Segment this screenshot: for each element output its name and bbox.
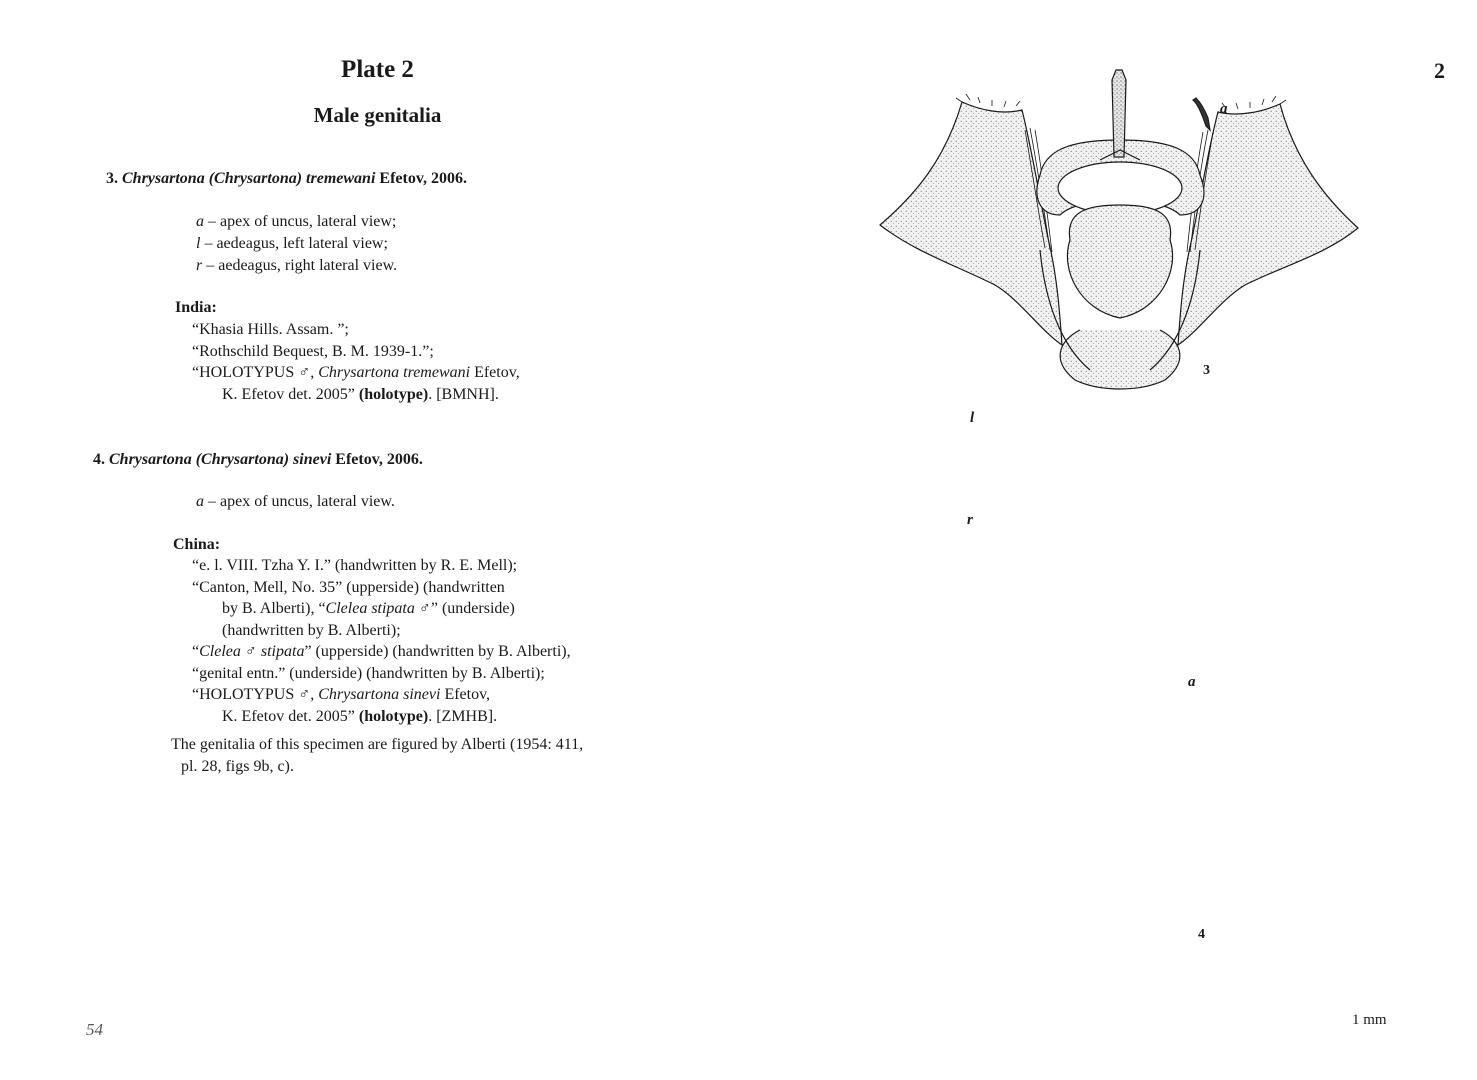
- label-line: “Clelea ♂ stipata” (upperside) (handwritten by B. Alberti),: [192, 643, 571, 660]
- note-line: pl. 28, figs 9b, c).: [181, 757, 294, 775]
- legend-item: a – apex of uncus, lateral view;: [196, 213, 397, 230]
- fig3-uncus: [1112, 70, 1126, 157]
- right-page: [740, 0, 1477, 1080]
- label-line: by B. Alberti), “Clelea stipata ♂” (underside): [222, 600, 515, 617]
- label-line: “HOLOTYPUS ♂, Chrysartona sinevi Efetov,: [192, 686, 491, 703]
- species-3-author: Efetov, 2006.: [379, 170, 467, 187]
- species-3-labels: [192, 319, 520, 405]
- species-4-author: Efetov, 2006.: [335, 451, 423, 468]
- fig3-apex-label: a: [1220, 101, 1228, 117]
- plate-number: 2: [1434, 58, 1445, 83]
- label-line: (handwritten by B. Alberti);: [222, 621, 401, 639]
- figure-3-genitalia: [880, 70, 1358, 389]
- fig3-number: 3: [1203, 363, 1210, 378]
- fig3-left-valva: [880, 102, 1062, 345]
- label-line: “Rothschild Bequest, B. M. 1939-1.”;: [192, 342, 434, 360]
- legend-item: a – apex of uncus, lateral view.: [196, 493, 395, 510]
- page-number: 54: [86, 1020, 103, 1039]
- fig3-juxta: [1067, 205, 1172, 318]
- label-line: “e. l. VIII. Tzha Y. I.” (handwritten by R. E. Mell);: [192, 557, 518, 574]
- species-3-country: India:: [175, 299, 217, 316]
- species-4-legend: [196, 491, 395, 513]
- fig4-number: 4: [1198, 927, 1205, 942]
- scale-bar-label: 1 mm: [1352, 1012, 1387, 1028]
- label-line: “Canton, Mell, No. 35” (upperside) (handwritten: [192, 578, 505, 596]
- label-line: K. Efetov det. 2005” (holotype). [BMNH].: [222, 385, 499, 403]
- fig3-apex: [1193, 98, 1210, 130]
- legend-item: l – aedeagus, left lateral view;: [196, 235, 388, 252]
- label-line: “HOLOTYPUS ♂, Chrysartona tremewani Efetov,: [192, 364, 520, 381]
- label-line: “genital entn.” (underside) (handwritten by B. Alberti);: [192, 664, 545, 682]
- legend-item: r – aedeagus, right lateral view.: [196, 257, 398, 274]
- fig4-apex-label: a: [1188, 674, 1196, 690]
- species-3-number: 3.: [106, 170, 118, 187]
- specimen-note: [171, 734, 583, 777]
- species-4-number: 4.: [93, 451, 105, 468]
- fig3-l-label: l: [970, 410, 975, 426]
- species-4-heading: [93, 451, 423, 469]
- species-3-legend: [196, 211, 397, 277]
- species-4-labels: [192, 555, 571, 727]
- label-line: K. Efetov det. 2005” (holotype). [ZMHB].: [222, 707, 498, 725]
- species-3-heading: [106, 170, 467, 188]
- label-line: “Khasia Hills. Assam. ”;: [192, 321, 349, 338]
- plate-subtitle: Male genitalia: [313, 103, 442, 127]
- genitalia-drawings: [740, 0, 1477, 1080]
- species-4-name: Chrysartona (Chrysartona) sinevi: [109, 451, 332, 468]
- species-4-country: China:: [173, 536, 221, 553]
- fig3-r-label: r: [967, 512, 973, 528]
- plate-title: Plate 2: [341, 56, 414, 83]
- note-line: The genitalia of this specimen are figured by Alberti (1954: 411,: [171, 736, 584, 753]
- species-3-name: Chrysartona (Chrysartona) tremewani: [122, 170, 376, 187]
- fig3-right-valva: [1178, 104, 1358, 345]
